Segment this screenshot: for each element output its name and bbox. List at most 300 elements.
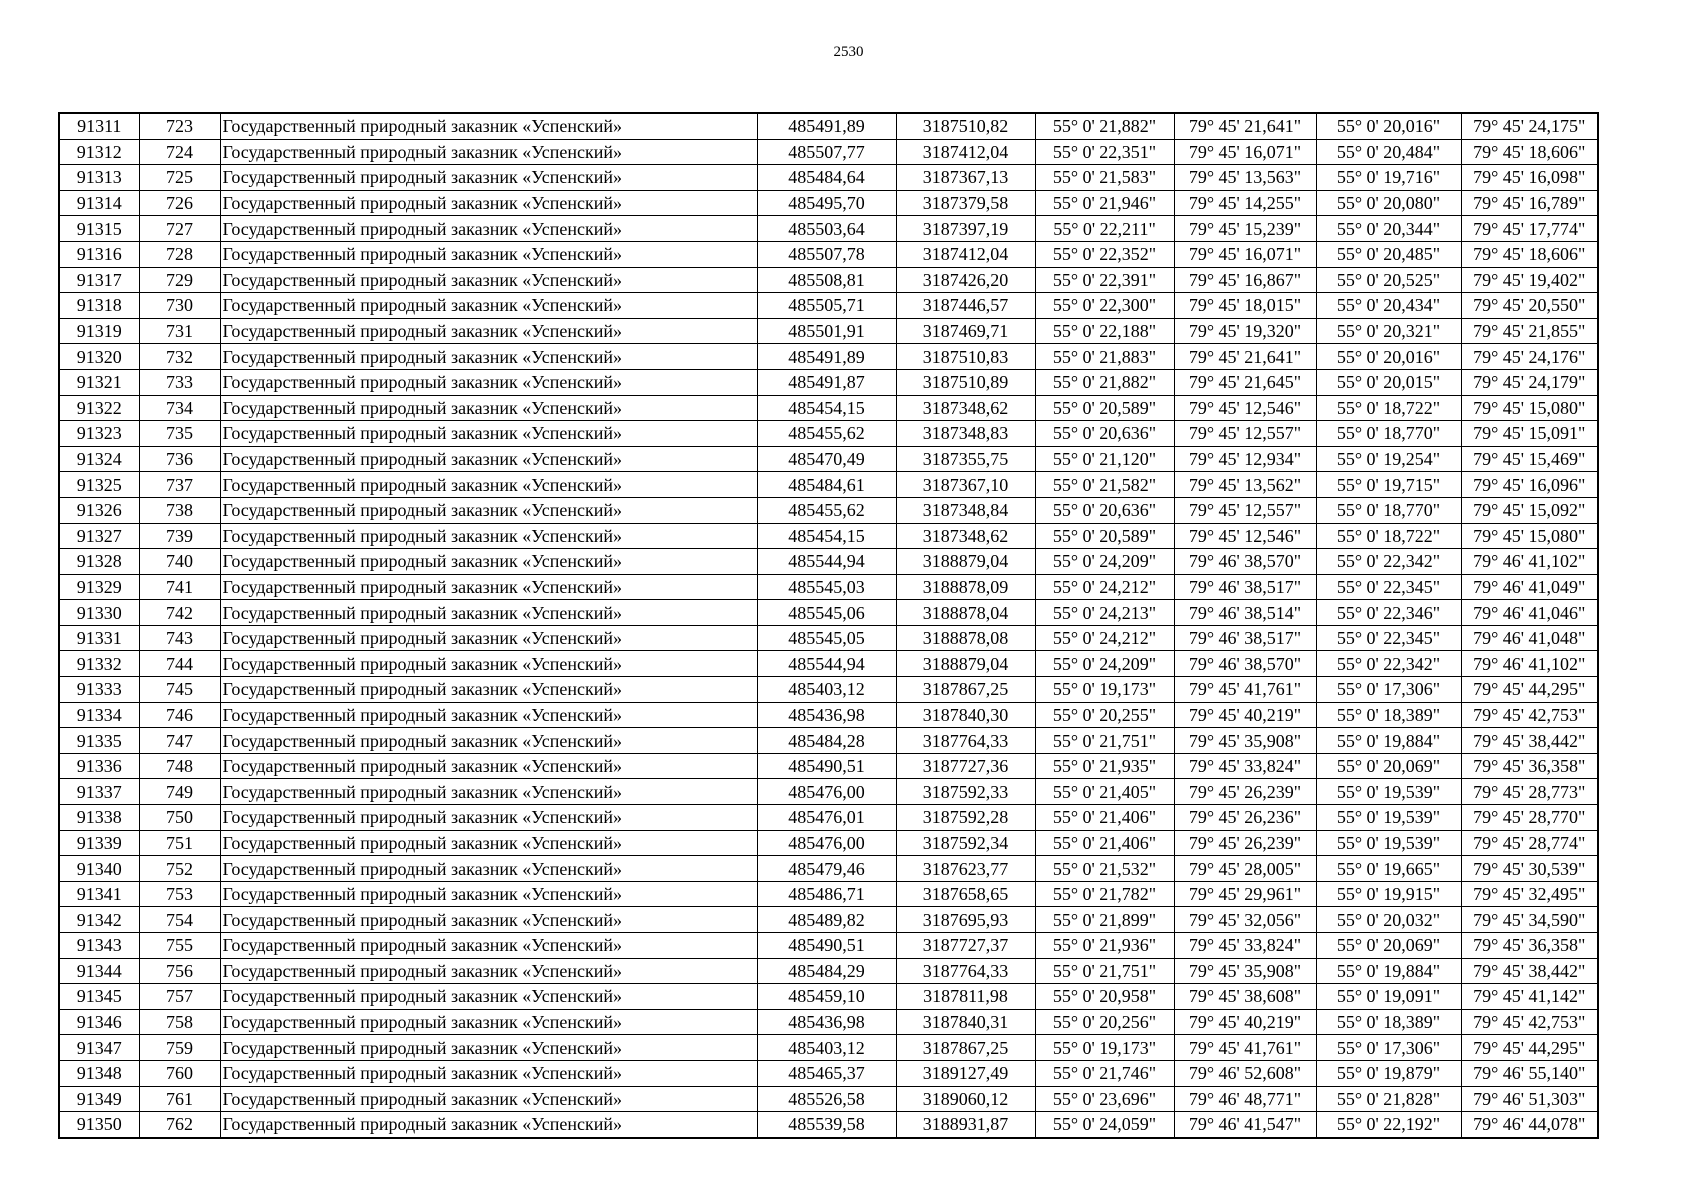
table-row: [59, 881, 1598, 907]
cell-longitude-1: 79° 46' 38,514": [1174, 600, 1316, 626]
cell-latitude-2: 55° 0' 22,345": [1316, 574, 1461, 600]
table-row: [59, 1086, 1598, 1112]
cell-coord-x: 485545,06: [757, 600, 896, 626]
cell-object-name: Государственный природный заказник «Успенский»: [220, 677, 757, 703]
cell-object-name: Государственный природный заказник «Успенский»: [220, 830, 757, 856]
cell-object-name: Государственный природный заказник «Успенский»: [220, 625, 757, 651]
cell-longitude-1: 79° 45' 12,557": [1174, 497, 1316, 523]
cell-row-number: 91316: [59, 241, 139, 267]
cell-object-name: Государственный природный заказник «Успенский»: [220, 907, 757, 933]
cell-row-number: 91331: [59, 625, 139, 651]
cell-coord-y: 3187367,13: [896, 165, 1035, 191]
cell-longitude-2: 79° 45' 18,606": [1461, 139, 1598, 165]
cell-latitude-2: 55° 0' 20,434": [1316, 293, 1461, 319]
cell-point-number: 760: [139, 1060, 220, 1086]
cell-latitude-2: 55° 0' 19,716": [1316, 165, 1461, 191]
cell-coord-y: 3187727,36: [896, 753, 1035, 779]
cell-object-name: Государственный природный заказник «Успенский»: [220, 702, 757, 728]
cell-object-name: Государственный природный заказник «Успенский»: [220, 421, 757, 447]
cell-latitude-2: 55° 0' 19,884": [1316, 728, 1461, 754]
cell-row-number: 91334: [59, 702, 139, 728]
cell-coord-x: 485508,81: [757, 267, 896, 293]
cell-object-name: Государственный природный заказник «Успенский»: [220, 574, 757, 600]
table-row: [59, 139, 1598, 165]
cell-longitude-2: 79° 45' 20,550": [1461, 293, 1598, 319]
table-row: [59, 779, 1598, 805]
cell-object-name: Государственный природный заказник «Успенский»: [220, 1060, 757, 1086]
cell-latitude-2: 55° 0' 20,321": [1316, 318, 1461, 344]
cell-coord-y: 3188878,09: [896, 574, 1035, 600]
cell-longitude-2: 79° 45' 38,442": [1461, 728, 1598, 754]
cell-coord-x: 485454,15: [757, 395, 896, 421]
cell-coord-x: 485501,91: [757, 318, 896, 344]
table-row: [59, 1035, 1598, 1061]
cell-point-number: 734: [139, 395, 220, 421]
cell-longitude-1: 79° 45' 21,641": [1174, 344, 1316, 370]
cell-row-number: 91341: [59, 881, 139, 907]
cell-longitude-1: 79° 45' 12,934": [1174, 446, 1316, 472]
cell-longitude-1: 79° 45' 33,824": [1174, 933, 1316, 959]
cell-latitude-2: 55° 0' 17,306": [1316, 1035, 1461, 1061]
cell-coord-y: 3187840,30: [896, 702, 1035, 728]
cell-latitude-2: 55° 0' 19,254": [1316, 446, 1461, 472]
cell-row-number: 91348: [59, 1060, 139, 1086]
cell-point-number: 730: [139, 293, 220, 319]
cell-longitude-1: 79° 45' 26,236": [1174, 805, 1316, 831]
cell-longitude-2: 79° 45' 42,753": [1461, 1009, 1598, 1035]
cell-point-number: 736: [139, 446, 220, 472]
cell-longitude-1: 79° 45' 16,071": [1174, 241, 1316, 267]
cell-longitude-1: 79° 45' 16,071": [1174, 139, 1316, 165]
cell-object-name: Государственный природный заказник «Успенский»: [220, 779, 757, 805]
cell-latitude-2: 55° 0' 19,879": [1316, 1060, 1461, 1086]
cell-coord-x: 485545,03: [757, 574, 896, 600]
cell-longitude-1: 79° 45' 13,562": [1174, 472, 1316, 498]
cell-coord-x: 485490,51: [757, 753, 896, 779]
cell-latitude-2: 55° 0' 18,389": [1316, 1009, 1461, 1035]
cell-point-number: 744: [139, 651, 220, 677]
table-row: [59, 1009, 1598, 1035]
table-row: [59, 728, 1598, 754]
cell-coord-y: 3189060,12: [896, 1086, 1035, 1112]
cell-point-number: 753: [139, 881, 220, 907]
cell-coord-x: 485491,87: [757, 369, 896, 395]
cell-object-name: Государственный природный заказник «Успенский»: [220, 190, 757, 216]
coordinates-table: [58, 112, 1599, 1139]
cell-longitude-1: 79° 46' 38,570": [1174, 651, 1316, 677]
cell-longitude-1: 79° 46' 41,547": [1174, 1112, 1316, 1138]
cell-latitude-2: 55° 0' 20,080": [1316, 190, 1461, 216]
cell-longitude-2: 79° 45' 15,091": [1461, 421, 1598, 447]
cell-longitude-1: 79° 45' 35,908": [1174, 958, 1316, 984]
cell-point-number: 723: [139, 113, 220, 139]
cell-longitude-1: 79° 45' 41,761": [1174, 1035, 1316, 1061]
table-row: [59, 984, 1598, 1010]
cell-coord-x: 485526,58: [757, 1086, 896, 1112]
cell-object-name: Государственный природный заказник «Успенский»: [220, 216, 757, 242]
cell-point-number: 731: [139, 318, 220, 344]
cell-latitude-2: 55° 0' 18,770": [1316, 421, 1461, 447]
cell-object-name: Государственный природный заказник «Успенский»: [220, 344, 757, 370]
cell-longitude-2: 79° 45' 15,469": [1461, 446, 1598, 472]
cell-coord-y: 3187510,89: [896, 369, 1035, 395]
cell-latitude-1: 55° 0' 20,958": [1035, 984, 1174, 1010]
cell-point-number: 725: [139, 165, 220, 191]
cell-coord-y: 3187397,19: [896, 216, 1035, 242]
cell-latitude-2: 55° 0' 20,525": [1316, 267, 1461, 293]
cell-coord-x: 485484,61: [757, 472, 896, 498]
cell-coord-x: 485503,64: [757, 216, 896, 242]
cell-latitude-1: 55° 0' 21,582": [1035, 472, 1174, 498]
cell-longitude-1: 79° 46' 38,517": [1174, 625, 1316, 651]
cell-latitude-1: 55° 0' 22,188": [1035, 318, 1174, 344]
cell-coord-y: 3187811,98: [896, 984, 1035, 1010]
table-row: [59, 958, 1598, 984]
cell-latitude-1: 55° 0' 21,899": [1035, 907, 1174, 933]
cell-latitude-1: 55° 0' 21,882": [1035, 369, 1174, 395]
cell-latitude-1: 55° 0' 21,583": [1035, 165, 1174, 191]
cell-longitude-2: 79° 45' 21,855": [1461, 318, 1598, 344]
cell-coord-x: 485476,00: [757, 830, 896, 856]
cell-coord-y: 3188878,08: [896, 625, 1035, 651]
cell-object-name: Государственный природный заказник «Успенский»: [220, 318, 757, 344]
cell-row-number: 91313: [59, 165, 139, 191]
cell-longitude-1: 79° 45' 38,608": [1174, 984, 1316, 1010]
cell-coord-y: 3187355,75: [896, 446, 1035, 472]
cell-longitude-2: 79° 45' 19,402": [1461, 267, 1598, 293]
cell-coord-y: 3187764,33: [896, 958, 1035, 984]
cell-point-number: 750: [139, 805, 220, 831]
cell-coord-y: 3187510,83: [896, 344, 1035, 370]
cell-coord-y: 3187623,77: [896, 856, 1035, 882]
table-row: [59, 113, 1598, 139]
table-row: [59, 318, 1598, 344]
cell-longitude-2: 79° 45' 17,774": [1461, 216, 1598, 242]
cell-longitude-2: 79° 45' 16,098": [1461, 165, 1598, 191]
cell-coord-x: 485490,51: [757, 933, 896, 959]
cell-latitude-2: 55° 0' 20,485": [1316, 241, 1461, 267]
cell-latitude-1: 55° 0' 21,120": [1035, 446, 1174, 472]
cell-object-name: Государственный природный заказник «Успенский»: [220, 523, 757, 549]
cell-coord-x: 485495,70: [757, 190, 896, 216]
cell-longitude-2: 79° 45' 30,539": [1461, 856, 1598, 882]
cell-latitude-1: 55° 0' 19,173": [1035, 677, 1174, 703]
cell-row-number: 91327: [59, 523, 139, 549]
cell-coord-y: 3187510,82: [896, 113, 1035, 139]
cell-latitude-2: 55° 0' 20,484": [1316, 139, 1461, 165]
cell-longitude-2: 79° 45' 28,774": [1461, 830, 1598, 856]
cell-point-number: 754: [139, 907, 220, 933]
cell-longitude-2: 79° 46' 41,048": [1461, 625, 1598, 651]
cell-latitude-1: 55° 0' 24,212": [1035, 574, 1174, 600]
cell-point-number: 739: [139, 523, 220, 549]
cell-latitude-1: 55° 0' 24,059": [1035, 1112, 1174, 1138]
cell-point-number: 740: [139, 549, 220, 575]
cell-longitude-2: 79° 45' 16,789": [1461, 190, 1598, 216]
cell-row-number: 91333: [59, 677, 139, 703]
cell-object-name: Государственный природный заказник «Успенский»: [220, 933, 757, 959]
cell-coord-x: 485436,98: [757, 702, 896, 728]
cell-object-name: Государственный природный заказник «Успенский»: [220, 1035, 757, 1061]
cell-latitude-1: 55° 0' 21,746": [1035, 1060, 1174, 1086]
cell-longitude-1: 79° 45' 26,239": [1174, 830, 1316, 856]
cell-longitude-1: 79° 45' 15,239": [1174, 216, 1316, 242]
cell-longitude-1: 79° 45' 16,867": [1174, 267, 1316, 293]
cell-latitude-2: 55° 0' 22,346": [1316, 600, 1461, 626]
table-row: [59, 600, 1598, 626]
cell-longitude-2: 79° 45' 24,175": [1461, 113, 1598, 139]
cell-latitude-1: 55° 0' 22,352": [1035, 241, 1174, 267]
cell-object-name: Государственный природный заказник «Успенский»: [220, 1112, 757, 1138]
cell-latitude-2: 55° 0' 18,389": [1316, 702, 1461, 728]
cell-latitude-2: 55° 0' 21,828": [1316, 1086, 1461, 1112]
cell-object-name: Государственный природный заказник «Успенский»: [220, 395, 757, 421]
page-number: 2530: [833, 44, 864, 60]
cell-coord-x: 485454,15: [757, 523, 896, 549]
cell-coord-y: 3187412,04: [896, 139, 1035, 165]
cell-coord-y: 3187592,34: [896, 830, 1035, 856]
cell-point-number: 761: [139, 1086, 220, 1112]
table-row: [59, 651, 1598, 677]
cell-object-name: Государственный природный заказник «Успенский»: [220, 958, 757, 984]
cell-coord-y: 3187348,62: [896, 395, 1035, 421]
cell-longitude-2: 79° 45' 36,358": [1461, 933, 1598, 959]
cell-longitude-2: 79° 45' 15,092": [1461, 497, 1598, 523]
cell-latitude-1: 55° 0' 24,213": [1035, 600, 1174, 626]
cell-latitude-2: 55° 0' 17,306": [1316, 677, 1461, 703]
cell-object-name: Государственный природный заказник «Успенский»: [220, 497, 757, 523]
cell-coord-y: 3187469,71: [896, 318, 1035, 344]
cell-longitude-1: 79° 45' 13,563": [1174, 165, 1316, 191]
cell-longitude-1: 79° 45' 40,219": [1174, 1009, 1316, 1035]
cell-coord-y: 3187727,37: [896, 933, 1035, 959]
cell-coord-x: 485544,94: [757, 651, 896, 677]
cell-latitude-1: 55° 0' 21,882": [1035, 113, 1174, 139]
cell-coord-x: 485455,62: [757, 421, 896, 447]
cell-object-name: Государственный природный заказник «Успенский»: [220, 241, 757, 267]
table-row: [59, 830, 1598, 856]
cell-longitude-2: 79° 46' 41,046": [1461, 600, 1598, 626]
cell-row-number: 91328: [59, 549, 139, 575]
cell-longitude-2: 79° 46' 41,102": [1461, 549, 1598, 575]
cell-latitude-2: 55° 0' 19,665": [1316, 856, 1461, 882]
cell-point-number: 756: [139, 958, 220, 984]
cell-point-number: 729: [139, 267, 220, 293]
cell-coord-x: 485436,98: [757, 1009, 896, 1035]
cell-coord-y: 3188879,04: [896, 651, 1035, 677]
cell-longitude-2: 79° 45' 18,606": [1461, 241, 1598, 267]
cell-latitude-1: 55° 0' 20,255": [1035, 702, 1174, 728]
cell-longitude-2: 79° 45' 16,096": [1461, 472, 1598, 498]
cell-point-number: 762: [139, 1112, 220, 1138]
cell-object-name: Государственный природный заказник «Успенский»: [220, 1009, 757, 1035]
cell-row-number: 91319: [59, 318, 139, 344]
table-row: [59, 472, 1598, 498]
cell-longitude-1: 79° 45' 35,908": [1174, 728, 1316, 754]
cell-longitude-1: 79° 45' 33,824": [1174, 753, 1316, 779]
cell-latitude-2: 55° 0' 19,715": [1316, 472, 1461, 498]
cell-coord-x: 485486,71: [757, 881, 896, 907]
cell-row-number: 91314: [59, 190, 139, 216]
cell-coord-x: 485505,71: [757, 293, 896, 319]
cell-coord-x: 485544,94: [757, 549, 896, 575]
cell-row-number: 91317: [59, 267, 139, 293]
cell-longitude-2: 79° 45' 44,295": [1461, 677, 1598, 703]
cell-point-number: 748: [139, 753, 220, 779]
table-row: [59, 267, 1598, 293]
cell-object-name: Государственный природный заказник «Успенский»: [220, 600, 757, 626]
cell-latitude-2: 55° 0' 19,539": [1316, 805, 1461, 831]
cell-coord-y: 3187426,20: [896, 267, 1035, 293]
cell-longitude-2: 79° 46' 41,049": [1461, 574, 1598, 600]
cell-coord-y: 3188879,04: [896, 549, 1035, 575]
cell-row-number: 91342: [59, 907, 139, 933]
table-row: [59, 165, 1598, 191]
cell-point-number: 726: [139, 190, 220, 216]
table-row: [59, 190, 1598, 216]
cell-row-number: 91322: [59, 395, 139, 421]
cell-latitude-1: 55° 0' 24,209": [1035, 651, 1174, 677]
cell-row-number: 91315: [59, 216, 139, 242]
cell-latitude-2: 55° 0' 20,069": [1316, 933, 1461, 959]
cell-point-number: 735: [139, 421, 220, 447]
cell-object-name: Государственный природный заказник «Успенский»: [220, 139, 757, 165]
cell-point-number: 751: [139, 830, 220, 856]
cell-point-number: 745: [139, 677, 220, 703]
cell-row-number: 91323: [59, 421, 139, 447]
cell-coord-y: 3188878,04: [896, 600, 1035, 626]
table-row: [59, 523, 1598, 549]
cell-coord-x: 485491,89: [757, 113, 896, 139]
cell-point-number: 742: [139, 600, 220, 626]
cell-longitude-2: 79° 45' 24,179": [1461, 369, 1598, 395]
cell-longitude-2: 79° 45' 34,590": [1461, 907, 1598, 933]
cell-longitude-2: 79° 45' 15,080": [1461, 395, 1598, 421]
cell-row-number: 91343: [59, 933, 139, 959]
cell-coord-x: 485479,46: [757, 856, 896, 882]
cell-latitude-1: 55° 0' 21,751": [1035, 958, 1174, 984]
cell-object-name: Государственный природный заказник «Успенский»: [220, 165, 757, 191]
cell-object-name: Государственный природный заказник «Успенский»: [220, 1086, 757, 1112]
cell-coord-x: 485491,89: [757, 344, 896, 370]
table-row: [59, 1060, 1598, 1086]
cell-latitude-1: 55° 0' 20,636": [1035, 497, 1174, 523]
cell-longitude-2: 79° 45' 41,142": [1461, 984, 1598, 1010]
cell-longitude-1: 79° 45' 12,557": [1174, 421, 1316, 447]
cell-latitude-1: 55° 0' 21,405": [1035, 779, 1174, 805]
table-row: [59, 907, 1598, 933]
cell-point-number: 752: [139, 856, 220, 882]
cell-coord-y: 3188931,87: [896, 1112, 1035, 1138]
cell-coord-y: 3187867,25: [896, 1035, 1035, 1061]
cell-latitude-2: 55° 0' 18,722": [1316, 395, 1461, 421]
cell-latitude-1: 55° 0' 19,173": [1035, 1035, 1174, 1061]
cell-point-number: 733: [139, 369, 220, 395]
cell-longitude-2: 79° 46' 51,303": [1461, 1086, 1598, 1112]
table-row: [59, 753, 1598, 779]
cell-latitude-1: 55° 0' 21,532": [1035, 856, 1174, 882]
cell-row-number: 91321: [59, 369, 139, 395]
cell-latitude-1: 55° 0' 22,211": [1035, 216, 1174, 242]
cell-latitude-1: 55° 0' 24,209": [1035, 549, 1174, 575]
cell-object-name: Государственный природный заказник «Успенский»: [220, 549, 757, 575]
cell-object-name: Государственный природный заказник «Успенский»: [220, 651, 757, 677]
cell-longitude-2: 79° 45' 32,495": [1461, 881, 1598, 907]
cell-row-number: 91325: [59, 472, 139, 498]
cell-row-number: 91324: [59, 446, 139, 472]
cell-point-number: 737: [139, 472, 220, 498]
cell-latitude-2: 55° 0' 22,192": [1316, 1112, 1461, 1138]
cell-coord-y: 3187379,58: [896, 190, 1035, 216]
cell-row-number: 91349: [59, 1086, 139, 1112]
cell-point-number: 755: [139, 933, 220, 959]
cell-latitude-1: 55° 0' 21,883": [1035, 344, 1174, 370]
table-row: [59, 395, 1598, 421]
cell-coord-x: 485476,01: [757, 805, 896, 831]
cell-row-number: 91326: [59, 497, 139, 523]
cell-longitude-2: 79° 45' 38,442": [1461, 958, 1598, 984]
cell-longitude-1: 79° 45' 29,961": [1174, 881, 1316, 907]
cell-coord-x: 485455,62: [757, 497, 896, 523]
cell-point-number: 741: [139, 574, 220, 600]
cell-coord-x: 485403,12: [757, 1035, 896, 1061]
cell-latitude-1: 55° 0' 21,782": [1035, 881, 1174, 907]
cell-coord-y: 3187592,28: [896, 805, 1035, 831]
table-row: [59, 1112, 1598, 1138]
table-row: [59, 625, 1598, 651]
table-row: [59, 702, 1598, 728]
cell-coord-x: 485484,29: [757, 958, 896, 984]
cell-latitude-2: 55° 0' 20,069": [1316, 753, 1461, 779]
cell-coord-x: 485484,64: [757, 165, 896, 191]
cell-row-number: 91338: [59, 805, 139, 831]
table-body: [59, 113, 1598, 1138]
table-row: [59, 344, 1598, 370]
cell-longitude-1: 79° 45' 14,255": [1174, 190, 1316, 216]
cell-longitude-2: 79° 45' 42,753": [1461, 702, 1598, 728]
cell-latitude-2: 55° 0' 20,015": [1316, 369, 1461, 395]
cell-longitude-1: 79° 45' 41,761": [1174, 677, 1316, 703]
cell-longitude-2: 79° 45' 28,773": [1461, 779, 1598, 805]
cell-latitude-1: 55° 0' 20,256": [1035, 1009, 1174, 1035]
cell-longitude-2: 79° 46' 44,078": [1461, 1112, 1598, 1138]
cell-longitude-1: 79° 45' 18,015": [1174, 293, 1316, 319]
cell-coord-y: 3189127,49: [896, 1060, 1035, 1086]
cell-longitude-1: 79° 45' 40,219": [1174, 702, 1316, 728]
table-row: [59, 446, 1598, 472]
cell-row-number: 91320: [59, 344, 139, 370]
cell-point-number: 728: [139, 241, 220, 267]
cell-object-name: Государственный природный заказник «Успенский»: [220, 293, 757, 319]
cell-latitude-1: 55° 0' 21,406": [1035, 805, 1174, 831]
cell-row-number: 91312: [59, 139, 139, 165]
cell-latitude-2: 55° 0' 19,884": [1316, 958, 1461, 984]
cell-coord-x: 485539,58: [757, 1112, 896, 1138]
cell-coord-x: 485470,49: [757, 446, 896, 472]
cell-point-number: 758: [139, 1009, 220, 1035]
cell-coord-y: 3187446,57: [896, 293, 1035, 319]
cell-coord-y: 3187764,33: [896, 728, 1035, 754]
cell-longitude-2: 79° 45' 28,770": [1461, 805, 1598, 831]
cell-latitude-2: 55° 0' 19,539": [1316, 779, 1461, 805]
table-row: [59, 497, 1598, 523]
cell-row-number: 91346: [59, 1009, 139, 1035]
cell-coord-x: 485507,78: [757, 241, 896, 267]
cell-point-number: 738: [139, 497, 220, 523]
table-row: [59, 369, 1598, 395]
cell-row-number: 91340: [59, 856, 139, 882]
cell-longitude-1: 79° 45' 12,546": [1174, 395, 1316, 421]
